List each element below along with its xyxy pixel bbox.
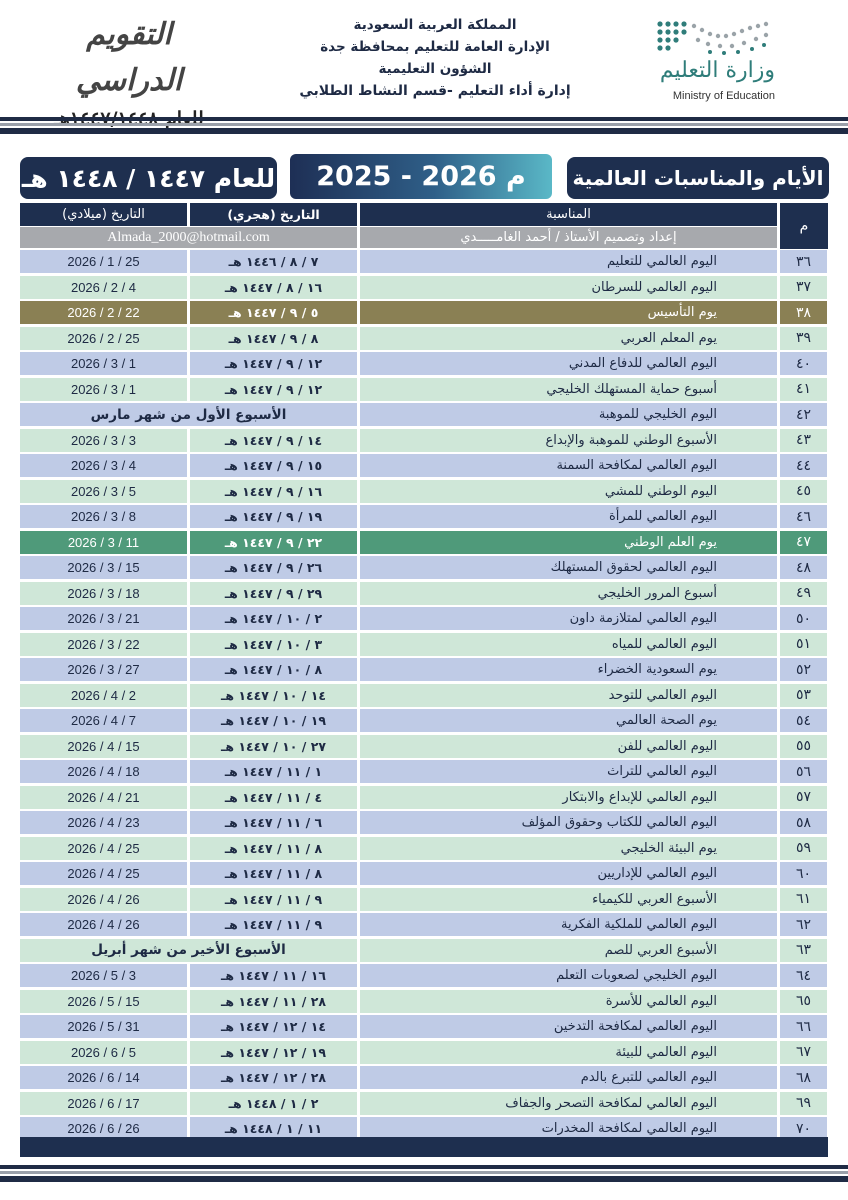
row-gregorian-date: 2026 / 4 / 21 <box>20 786 188 810</box>
row-hijri-date: ٧ / ٨ / ١٤٤٦ هـ <box>190 250 358 274</box>
table-row <box>20 990 828 1014</box>
table-row <box>20 378 828 402</box>
row-hijri-date: ٢٦ / ٩ / ١٤٤٧ هـ <box>190 556 358 580</box>
table-header <box>20 203 828 227</box>
row-number: ٥١ <box>780 633 828 657</box>
row-hijri-date: ٩ / ١١ / ١٤٤٧ هـ <box>190 888 358 912</box>
row-occasion: يوم السعودية الخضراء <box>360 658 778 682</box>
ministry-name-ar: وزارة التعليم <box>659 58 775 83</box>
table-row <box>20 888 828 912</box>
row-number: ٥٦ <box>780 760 828 784</box>
table-row <box>20 454 828 478</box>
row-occasion: يوم الصحة العالمي <box>360 709 778 733</box>
row-occasion: يوم البيئة الخليجي <box>360 837 778 861</box>
row-number: ٤٢ <box>780 403 828 427</box>
row-gregorian-date: 2026 / 4 / 25 <box>20 837 188 861</box>
table-row <box>20 837 828 861</box>
row-hijri-date: ٢٨ / ١١ / ١٤٤٧ هـ <box>190 990 358 1014</box>
row-hijri-date: ١٢ / ٩ / ١٤٤٧ هـ <box>190 378 358 402</box>
hijri-years-banner: للعام ١٤٤٧ / ١٤٤٨ هـ <box>20 157 277 199</box>
row-gregorian-date: 2026 / 4 / 26 <box>20 888 188 912</box>
table-row <box>20 480 828 504</box>
row-period: الأسبوع الأخير من شهر أبريل <box>20 939 358 963</box>
row-gregorian-date: 2026 / 1 / 25 <box>20 250 188 274</box>
row-gregorian-date: 2026 / 3 / 27 <box>20 658 188 682</box>
row-gregorian-date: 2026 / 2 / 22 <box>20 301 188 325</box>
row-gregorian-date: 2026 / 5 / 3 <box>20 964 188 988</box>
table-footer-bar <box>20 1137 828 1157</box>
row-number: ٦٩ <box>780 1092 828 1116</box>
table-row <box>20 786 828 810</box>
header-occasion: المناسبة <box>360 203 778 227</box>
row-number: ٣٩ <box>780 327 828 351</box>
row-hijri-date: ٨ / ١١ / ١٤٤٧ هـ <box>190 837 358 861</box>
table-credit-row <box>20 227 828 249</box>
table-row <box>20 505 828 529</box>
row-occasion: يوم المعلم العربي <box>360 327 778 351</box>
table-row <box>20 429 828 453</box>
row-gregorian-date: 2026 / 4 / 26 <box>20 913 188 937</box>
row-hijri-date: ٢ / ١٠ / ١٤٤٧ هـ <box>190 607 358 631</box>
row-gregorian-date: 2026 / 6 / 14 <box>20 1066 188 1090</box>
table-row <box>20 403 828 427</box>
row-gregorian-date: 2026 / 2 / 4 <box>20 276 188 300</box>
row-occasion: اليوم الخليجي لصعوبات التعلم <box>360 964 778 988</box>
row-gregorian-date: 2026 / 3 / 22 <box>20 633 188 657</box>
row-occasion: اليوم العالمي لحقوق المستهلك <box>360 556 778 580</box>
table-row <box>20 352 828 376</box>
org-line-4: إدارة أداء التعليم -قسم النشاط الطلابي <box>299 83 571 99</box>
row-occasion: اليوم العالمي للبيئة <box>360 1041 778 1065</box>
row-number: ٤٩ <box>780 582 828 606</box>
row-gregorian-date: 2026 / 5 / 15 <box>20 990 188 1014</box>
org-line-3: الشؤون التعليمية <box>378 61 492 77</box>
row-number: ٦٨ <box>780 1066 828 1090</box>
row-occasion: يوم العلم الوطني <box>360 531 778 555</box>
row-occasion: اليوم العالمي للدفاع المدني <box>360 352 778 376</box>
row-occasion: اليوم العالمي للتراث <box>360 760 778 784</box>
row-hijri-date: ١٦ / ١١ / ١٤٤٧ هـ <box>190 964 358 988</box>
table-row <box>20 301 828 325</box>
row-occasion: اليوم الوطني للمشي <box>360 480 778 504</box>
organization-lines <box>280 14 590 102</box>
row-gregorian-date: 2026 / 4 / 18 <box>20 760 188 784</box>
row-occasion: اليوم العالمي للمرأة <box>360 505 778 529</box>
row-gregorian-date: 2026 / 4 / 2 <box>20 684 188 708</box>
row-number: ٣٦ <box>780 250 828 274</box>
table-row <box>20 658 828 682</box>
row-occasion: اليوم العالمي للكتاب وحقوق المؤلف <box>360 811 778 835</box>
row-gregorian-date: 2026 / 3 / 1 <box>20 378 188 402</box>
table-row <box>20 913 828 937</box>
row-hijri-date: ٢٩ / ٩ / ١٤٤٧ هـ <box>190 582 358 606</box>
gregorian-years-banner: 2025 - 2026 م <box>290 154 552 199</box>
row-occasion: اليوم العالمي للفن <box>360 735 778 759</box>
row-occasion: اليوم العالمي للأسرة <box>360 990 778 1014</box>
row-number: ٦٤ <box>780 964 828 988</box>
row-occasion: الأسبوع العربي للكيمياء <box>360 888 778 912</box>
table-row <box>20 939 828 963</box>
table-row <box>20 1041 828 1065</box>
header-divider <box>0 117 848 137</box>
org-line-2: الإدارة العامة للتعليم بمحافظة جدة <box>320 39 550 55</box>
row-number: ٤٤ <box>780 454 828 478</box>
row-number: ٦٧ <box>780 1041 828 1065</box>
row-number: ٥٤ <box>780 709 828 733</box>
row-gregorian-date: 2026 / 4 / 25 <box>20 862 188 886</box>
row-number: ٣٨ <box>780 301 828 325</box>
table-row <box>20 556 828 580</box>
row-number: ٥٧ <box>780 786 828 810</box>
row-number: ٤٦ <box>780 505 828 529</box>
header-hijri: التاريخ (هجري) <box>190 203 358 227</box>
row-number: ٦١ <box>780 888 828 912</box>
table-row <box>20 250 828 274</box>
occasions-title-banner: الأيام والمناسبات العالمية <box>567 157 829 199</box>
row-gregorian-date: 2026 / 6 / 26 <box>20 1117 188 1141</box>
org-line-1: المملكة العربية السعودية <box>353 17 517 33</box>
table-row <box>20 1015 828 1039</box>
ministry-logo <box>650 16 775 108</box>
row-number: ٦٦ <box>780 1015 828 1039</box>
row-hijri-date: ٩ / ١١ / ١٤٤٧ هـ <box>190 913 358 937</box>
row-hijri-date: ٢٢ / ٩ / ١٤٤٧ هـ <box>190 531 358 555</box>
row-number: ٤٧ <box>780 531 828 555</box>
row-gregorian-date: 2026 / 2 / 25 <box>20 327 188 351</box>
row-number: ٤٨ <box>780 556 828 580</box>
row-occasion: اليوم العالمي لمكافحة التصحر والجفاف <box>360 1092 778 1116</box>
row-hijri-date: ١ / ١١ / ١٤٤٧ هـ <box>190 760 358 784</box>
row-hijri-date: ٥ / ٩ / ١٤٤٧ هـ <box>190 301 358 325</box>
row-number: ٣٧ <box>780 276 828 300</box>
row-occasion: اليوم العالمي لمكافحة السمنة <box>360 454 778 478</box>
row-occasion: اليوم العالمي للإبداع والابتكار <box>360 786 778 810</box>
row-number: ٥٩ <box>780 837 828 861</box>
row-occasion: اليوم العالمي للمياه <box>360 633 778 657</box>
row-number: ٥٥ <box>780 735 828 759</box>
row-hijri-date: ١٤ / ١٢ / ١٤٤٧ هـ <box>190 1015 358 1039</box>
table-row <box>20 709 828 733</box>
table-row <box>20 582 828 606</box>
row-gregorian-date: 2026 / 3 / 11 <box>20 531 188 555</box>
row-gregorian-date: 2026 / 4 / 7 <box>20 709 188 733</box>
row-gregorian-date: 2026 / 3 / 4 <box>20 454 188 478</box>
row-occasion: أسبوع المرور الخليجي <box>360 582 778 606</box>
row-number: ٦٠ <box>780 862 828 886</box>
row-hijri-date: ٢٨ / ١٢ / ١٤٤٧ هـ <box>190 1066 358 1090</box>
row-number: ٤٣ <box>780 429 828 453</box>
row-number: ٦٢ <box>780 913 828 937</box>
row-occasion: اليوم العالمي للتعليم <box>360 250 778 274</box>
row-hijri-date: ١٩ / ١٢ / ١٤٤٧ هـ <box>190 1041 358 1065</box>
table-row <box>20 276 828 300</box>
row-number: ٥٣ <box>780 684 828 708</box>
row-occasion: اليوم العالمي لمتلازمة داون <box>360 607 778 631</box>
header-gregorian: التاريخ (ميلادي) <box>20 203 188 227</box>
row-hijri-date: ٨ / ٩ / ١٤٤٧ هـ <box>190 327 358 351</box>
row-occasion: الأسبوع الوطني للموهبة والإبداع <box>360 429 778 453</box>
designer-credit: إعداد وتصميم الأستاذ / أحمد الغامـــــدي <box>360 227 778 249</box>
table-row <box>20 633 828 657</box>
row-number: ٧٠ <box>780 1117 828 1141</box>
row-gregorian-date: 2026 / 5 / 31 <box>20 1015 188 1039</box>
row-hijri-date: ٦ / ١١ / ١٤٤٧ هـ <box>190 811 358 835</box>
row-gregorian-date: 2026 / 3 / 1 <box>20 352 188 376</box>
row-occasion: يوم التأسيس <box>360 301 778 325</box>
row-occasion: اليوم العالمي لمكافحة التدخين <box>360 1015 778 1039</box>
row-occasion: اليوم العالمي لمكافحة المخدرات <box>360 1117 778 1141</box>
row-number: ٥٢ <box>780 658 828 682</box>
row-occasion: اليوم الخليجي للموهبة <box>360 403 778 427</box>
row-hijri-date: ٨ / ١١ / ١٤٤٧ هـ <box>190 862 358 886</box>
row-number: ٦٣ <box>780 939 828 963</box>
row-gregorian-date: 2026 / 3 / 18 <box>20 582 188 606</box>
row-gregorian-date: 2026 / 3 / 21 <box>20 607 188 631</box>
row-hijri-date: ١٥ / ٩ / ١٤٤٧ هـ <box>190 454 358 478</box>
row-occasion: اليوم العالمي للتوحد <box>360 684 778 708</box>
row-gregorian-date: 2026 / 3 / 3 <box>20 429 188 453</box>
table-row <box>20 327 828 351</box>
table-row <box>20 607 828 631</box>
row-hijri-date: ٢٧ / ١٠ / ١٤٤٧ هـ <box>190 735 358 759</box>
row-number: ٤٠ <box>780 352 828 376</box>
row-hijri-date: ١٤ / ٩ / ١٤٤٧ هـ <box>190 429 358 453</box>
row-occasion: اليوم العالمي للسرطان <box>360 276 778 300</box>
row-hijri-date: ١٢ / ٩ / ١٤٤٧ هـ <box>190 352 358 376</box>
table-row <box>20 684 828 708</box>
row-gregorian-date: 2026 / 4 / 15 <box>20 735 188 759</box>
row-gregorian-date: 2026 / 3 / 15 <box>20 556 188 580</box>
ministry-dots-icon <box>650 16 775 56</box>
row-hijri-date: ١٦ / ٩ / ١٤٤٧ هـ <box>190 480 358 504</box>
table-row <box>20 531 828 555</box>
row-hijri-date: ١٤ / ١٠ / ١٤٤٧ هـ <box>190 684 358 708</box>
row-gregorian-date: 2026 / 4 / 23 <box>20 811 188 835</box>
row-number: ٤١ <box>780 378 828 402</box>
ministry-name-en: Ministry of Education <box>672 90 775 102</box>
row-hijri-date: ٨ / ١٠ / ١٤٤٧ هـ <box>190 658 358 682</box>
table-row <box>20 811 828 835</box>
row-number: ٥٨ <box>780 811 828 835</box>
table-row <box>20 760 828 784</box>
row-gregorian-date: 2026 / 3 / 5 <box>20 480 188 504</box>
row-occasion: اليوم العالمي للتبرع بالدم <box>360 1066 778 1090</box>
row-occasion: اليوم العالمي للملكية الفكرية <box>360 913 778 937</box>
row-hijri-date: ٤ / ١١ / ١٤٤٧ هـ <box>190 786 358 810</box>
calendar-title-calligraphy <box>34 12 224 134</box>
row-hijri-date: ١٦ / ٨ / ١٤٤٧ هـ <box>190 276 358 300</box>
row-gregorian-date: 2026 / 3 / 8 <box>20 505 188 529</box>
row-number: ٥٠ <box>780 607 828 631</box>
table-row <box>20 1092 828 1116</box>
table-row <box>20 1066 828 1090</box>
table-row <box>20 735 828 759</box>
row-hijri-date: ١١ / ١ / ١٤٤٨ هـ <box>190 1117 358 1141</box>
row-hijri-date: ١٩ / ٩ / ١٤٤٧ هـ <box>190 505 358 529</box>
page-header <box>0 0 848 120</box>
row-number: ٦٥ <box>780 990 828 1014</box>
row-gregorian-date: 2026 / 6 / 17 <box>20 1092 188 1116</box>
table-row <box>20 862 828 886</box>
row-gregorian-date: 2026 / 6 / 5 <box>20 1041 188 1065</box>
calendar-title: التقويم الدراسي <box>75 17 183 98</box>
row-occasion: الأسبوع العربي للصم <box>360 939 778 963</box>
row-occasion: أسبوع حماية المستهلك الخليجي <box>360 378 778 402</box>
row-hijri-date: ١٩ / ١٠ / ١٤٤٧ هـ <box>190 709 358 733</box>
row-occasion: اليوم العالمي للإداريين <box>360 862 778 886</box>
footer-divider <box>0 1165 848 1185</box>
row-number: ٤٥ <box>780 480 828 504</box>
header-number: م <box>780 203 828 249</box>
designer-email: Almada_2000@hotmail.com <box>20 227 358 249</box>
row-hijri-date: ٢ / ١ / ١٤٤٨ هـ <box>190 1092 358 1116</box>
table-row <box>20 964 828 988</box>
row-hijri-date: ٣ / ١٠ / ١٤٤٧ هـ <box>190 633 358 657</box>
row-period: الأسبوع الأول من شهر مارس <box>20 403 358 427</box>
